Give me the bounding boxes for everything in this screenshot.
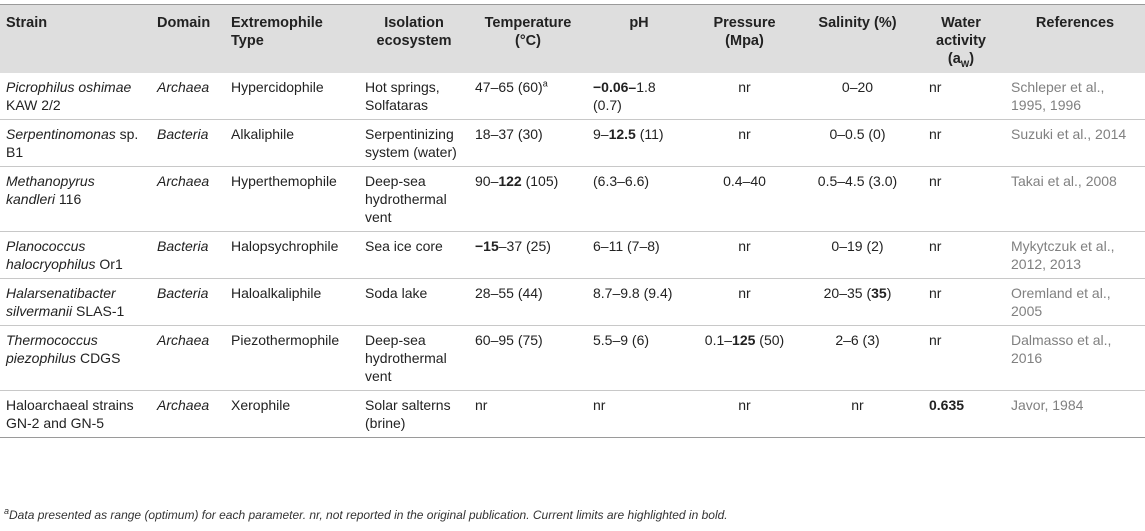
cell-domain: Archaea [151,167,225,232]
cell-ph: nr [587,391,691,438]
cell-pressure: 0.4–40 [691,167,798,232]
cell-water-activity: nr [917,279,1005,326]
cell-type: Halopsychrophile [225,232,359,279]
cell-type: Piezothermophile [225,326,359,391]
header-strain: Strain [0,5,151,74]
cell-water-activity: nr [917,73,1005,120]
header-isolation: Isolation ecosystem [359,5,469,74]
cell-ph: 8.7–9.8 (9.4) [587,279,691,326]
cell-isolation: Solar salterns (brine) [359,391,469,438]
cell-type: Hyperthemophile [225,167,359,232]
header-row [0,5,1145,74]
table-row [0,279,1145,326]
header-extremophile-type: Extremophile Type [225,5,359,74]
cell-references: Dalmasso et al., 2016 [1005,326,1145,391]
cell-ph: (6.3–6.6) [587,167,691,232]
cell-ph: 6–11 (7–8) [587,232,691,279]
cell-domain: Bacteria [151,120,225,167]
cell-references: Suzuki et al., 2014 [1005,120,1145,167]
cell-isolation: Sea ice core [359,232,469,279]
cell-type: Alkaliphile [225,120,359,167]
cell-strain: Planococcus halocryophilus Or1 [0,232,151,279]
cell-domain: Archaea [151,391,225,438]
cell-strain: Methanopyrus kandleri 116 [0,167,151,232]
cell-pressure: nr [691,391,798,438]
cell-domain: Bacteria [151,279,225,326]
cell-pressure: nr [691,120,798,167]
cell-salinity: 0–20 [798,73,917,120]
footnote-marker: a [4,506,10,516]
cell-ph: −0.06–1.8 (0.7) [587,73,691,120]
cell-salinity: 0–19 (2) [798,232,917,279]
cell-temperature: −15–37 (25) [469,232,587,279]
cell-pressure: nr [691,232,798,279]
header-ph: pH [587,5,691,74]
table-row [0,120,1145,167]
cell-temperature: 47–65 $(60)^a$ [469,73,587,120]
cell-water-activity: nr [917,167,1005,232]
table-row [0,167,1145,232]
cell-domain: Bacteria [151,232,225,279]
cell-type: Haloalkaliphile [225,279,359,326]
table-body [0,73,1145,438]
cell-pressure: nr [691,73,798,120]
table-row [0,326,1145,391]
cell-ph: 5.5–9 (6) [587,326,691,391]
cell-references: Takai et al., 2008 [1005,167,1145,232]
cell-isolation: Serpentinizing system (water) [359,120,469,167]
cell-temperature: 90–122 (105) [469,167,587,232]
cell-references: Oremland et al., 2005 [1005,279,1145,326]
cell-domain: Archaea [151,326,225,391]
cell-water-activity: nr [917,326,1005,391]
cell-salinity: 0.5–4.5 (3.0) [798,167,917,232]
cell-isolation: Hot springs, Solfataras [359,73,469,120]
header-water-activity: Water activity $(a_W)$ [917,5,1005,74]
cell-type: Hypercidophile [225,73,359,120]
table-row [0,391,1145,438]
header-salinity: Salinity (%) [798,5,917,74]
cell-water-activity: nr [917,120,1005,167]
cell-isolation: Deep-sea hydrothermal vent [359,326,469,391]
cell-references: Mykytczuk et al., 2012, 2013 [1005,232,1145,279]
cell-salinity: 20–35 (35) [798,279,917,326]
cell-strain: Serpentinomonas sp. B1 [0,120,151,167]
cell-references: Schleper et al., 1995, 1996 [1005,73,1145,120]
cell-temperature: nr [469,391,587,438]
header-references: References [1005,5,1145,74]
table-row [0,232,1145,279]
cell-temperature: 60–95 (75) [469,326,587,391]
cell-ph: 9–12.5 (11) [587,120,691,167]
cell-salinity: 2–6 (3) [798,326,917,391]
cell-strain: Thermococcus piezophilus CDGS [0,326,151,391]
header-pressure: Pressure (Mpa) [691,5,798,74]
cell-strain: Halarsenatibacter silvermanii SLAS-1 [0,279,151,326]
footnote-text: Data presented as range (optimum) for each parameter. nr, not reported in the original publication. Current limits are highlighted in bold. [9,508,728,522]
cell-strain: Haloarchaeal strains GN-2 and GN-5 [0,391,151,438]
extremophile-table [0,4,1145,438]
header-domain: Domain [151,5,225,74]
cell-isolation: Soda lake [359,279,469,326]
cell-salinity: nr [798,391,917,438]
cell-type: Xerophile [225,391,359,438]
cell-salinity: 0–0.5 (0) [798,120,917,167]
cell-pressure: nr [691,279,798,326]
cell-strain: Picrophilus oshimae KAW 2/2 [0,73,151,120]
cell-temperature: 18–37 (30) [469,120,587,167]
cell-water-activity: nr [917,232,1005,279]
cell-water-activity: 0.635 [917,391,1005,438]
header-temperature: Temperature (°C) [469,5,587,74]
cell-references: Javor, 1984 [1005,391,1145,438]
cell-domain: Archaea [151,73,225,120]
cell-pressure: 0.1–125 (50) [691,326,798,391]
cell-temperature: 28–55 (44) [469,279,587,326]
table-row [0,73,1145,120]
cell-isolation: Deep-sea hydrothermal vent [359,167,469,232]
table-footnote [4,508,728,522]
